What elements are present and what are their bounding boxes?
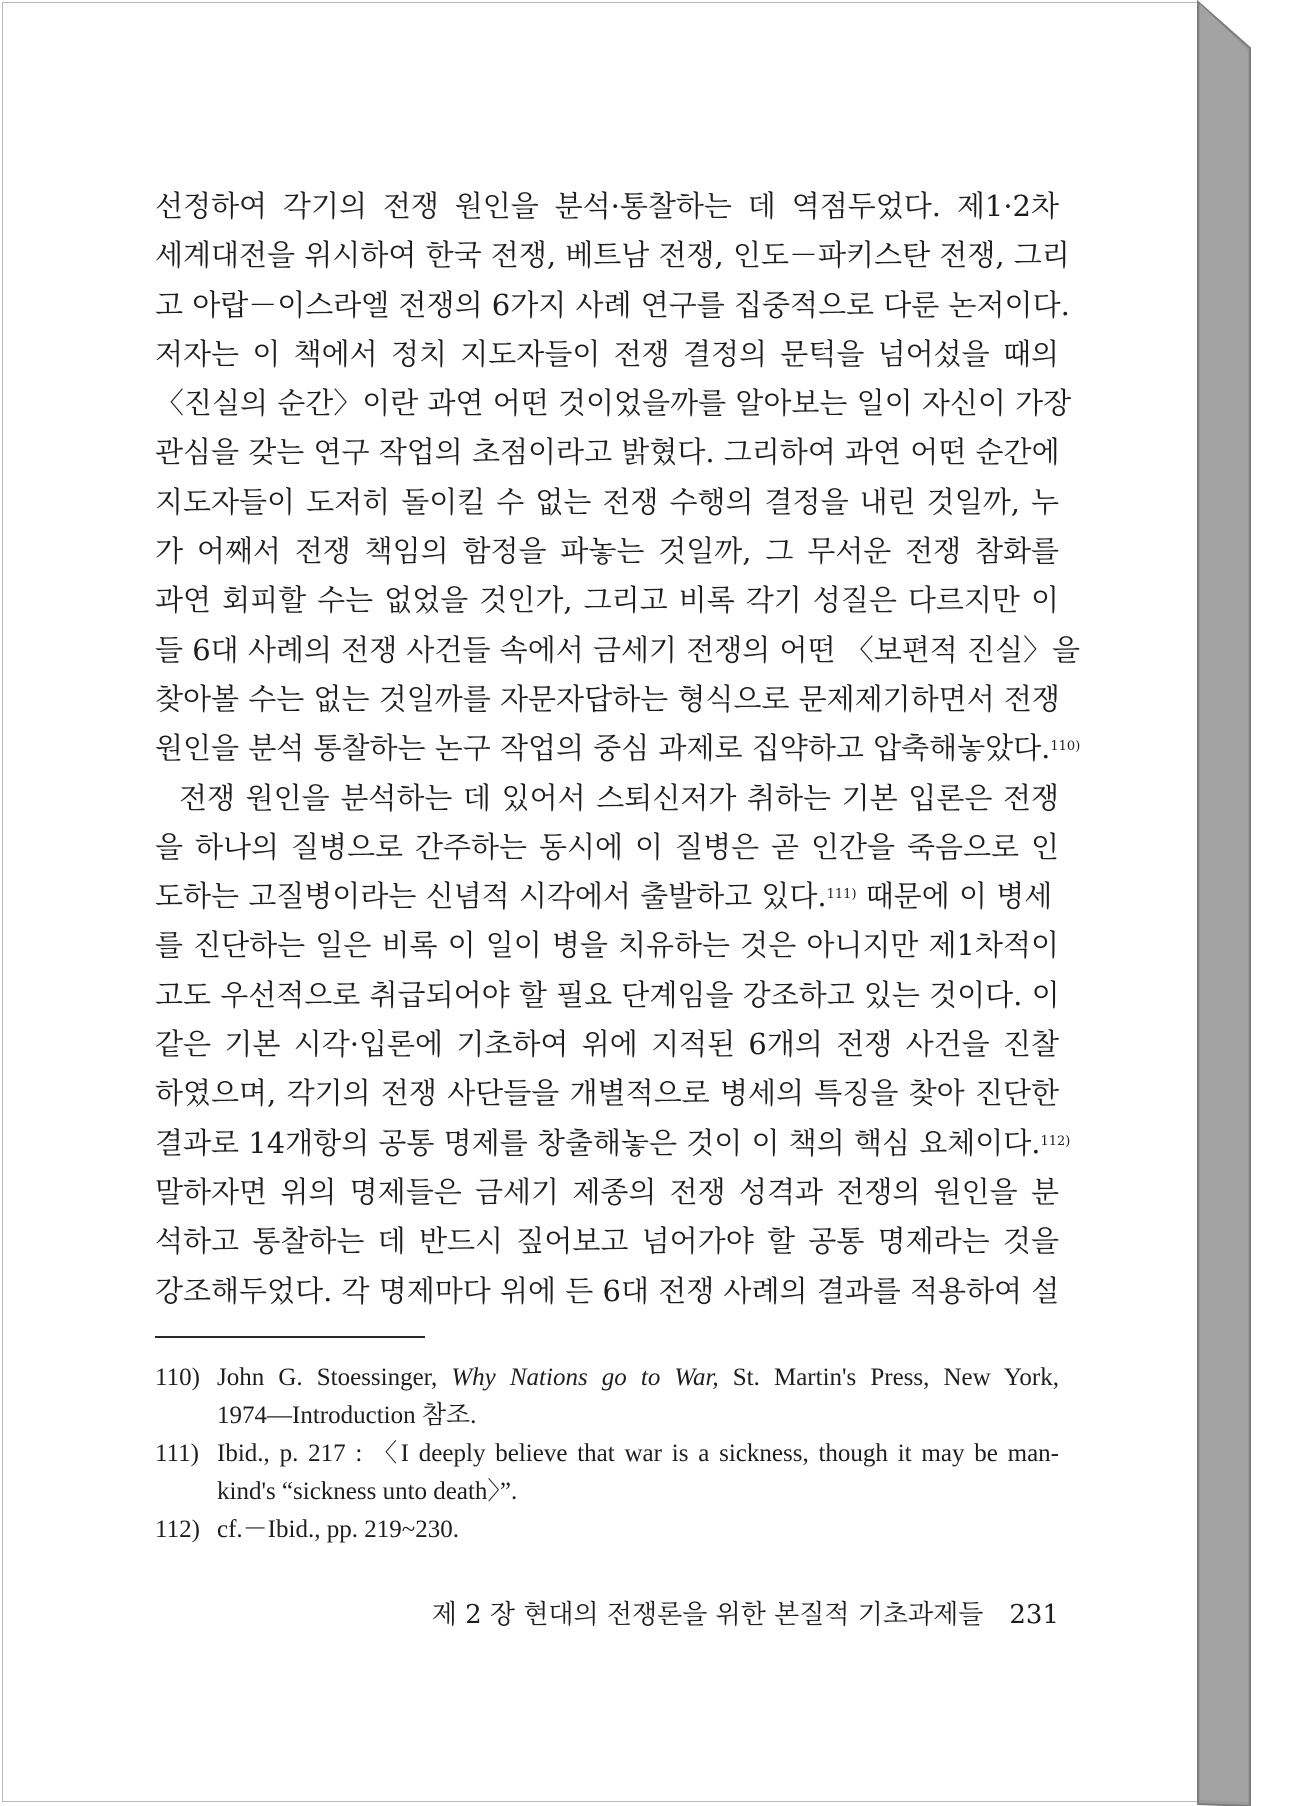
- text-line: 지도자들이 도저히 돌이킬 수 없는 전쟁 수행의 결정을 내린 것일까, 누: [155, 484, 1059, 519]
- text-line: 강조해두었다. 각 명제마다 위에 든 6대 전쟁 사례의 결과를 적용하여 설: [155, 1273, 1060, 1308]
- footnote-112: [155, 1511, 1059, 1549]
- text-line: 과연 회피할 수는 없었을 것인가, 그리고 비록 각기 성질은 다르지만 이: [155, 583, 1059, 618]
- footnote-ref: 111): [826, 887, 857, 903]
- text-line: 관심을 갖는 연구 작업의 초점이라고 밝혔다. 그리하여 과연 어떤 순간에: [155, 435, 1060, 470]
- text-line: 같은 기본 시각·입론에 기초하여 위에 지적된 6개의 전쟁 사건을 진찰: [155, 1027, 1059, 1062]
- book-page: [2, 2, 1198, 1802]
- text-line: 고 아랍－이스라엘 전쟁의 6가지 사례 연구를 집중적으로 다룬 논저이다.: [155, 287, 1070, 322]
- text-segment: 때문에 이 병세: [856, 879, 1053, 914]
- chapter-title: 제 2 장 현대의 전쟁론을 위한 본질적 기초과제들: [431, 1600, 984, 1630]
- footnote-number: 110): [155, 1364, 200, 1391]
- footnote-continuation: 1974—Introduction 참조.: [217, 1401, 477, 1429]
- text-line: 찾아볼 수는 없는 것일까를 자문자답하는 형식으로 문제제기하면서 전쟁: [155, 681, 1060, 716]
- text-line: 석하고 통찰하는 데 반드시 짚어보고 넘어가야 할 공통 명제라는 것을: [155, 1224, 1059, 1259]
- text-line: 가 어째서 전쟁 책임의 함정을 파놓는 것일까, 그 무서운 전쟁 참화를: [155, 534, 1059, 569]
- text-line: [155, 872, 1059, 921]
- text-line: 전쟁 원인을 분석하는 데 있어서 스퇴신저가 취하는 기본 입론은 전쟁: [179, 780, 1059, 815]
- text-line: 을 하나의 질병으로 간주하는 동시에 이 질병은 곧 인간을 죽음으로 인: [155, 829, 1059, 864]
- text-line: 고도 우선적으로 취급되어야 할 필요 단계임을 강조하고 있는 것이다. 이: [155, 977, 1060, 1012]
- footnote-text: [217, 1359, 1059, 1397]
- running-footer: [155, 1594, 1059, 1631]
- text-line: 들 6대 사례의 전쟁 사건들 속에서 금세기 전쟁의 어떤 〈보편적 진실〉을: [155, 632, 1081, 667]
- text-line: 말하자면 위의 명제들은 금세기 제종의 전쟁 성격과 전쟁의 원인을 분: [155, 1174, 1059, 1209]
- text-line: 를 진단하는 일은 비록 이 일이 병을 치유하는 것은 아니지만 제1차적이: [155, 928, 1059, 963]
- text-line: [155, 1119, 1071, 1168]
- footnote-111: [155, 1435, 1059, 1510]
- text-line: 하였으며, 각기의 전쟁 사단들을 개별적으로 병세의 특징을 찾아 진단한: [155, 1076, 1059, 1111]
- text-segment: 결과로 14개항의 공통 명제를 창출해놓은 것이 이 책의 핵심 요체이다.: [155, 1125, 1041, 1160]
- footnote-continuation: kind's “sickness unto death〉”.: [217, 1477, 518, 1505]
- footnote-number: 112): [155, 1516, 200, 1543]
- footnote-text: Ibid., p. 217 : 〈I deeply believe that war is a sickness, though it may be man-: [217, 1440, 1059, 1467]
- main-text: [155, 182, 1081, 1316]
- page-number: 231: [1009, 1600, 1059, 1630]
- footnotes: [155, 1359, 1059, 1549]
- text-segment: 원인을 분석 통찰하는 논구 작업의 중심 과제로 집약하고 압축해놓았다.: [155, 731, 1051, 766]
- text-line: [155, 724, 1081, 773]
- footnote-ref: 110): [1050, 739, 1081, 755]
- footnote-divider: [155, 1336, 425, 1338]
- footnote-segment: John G. Stoessinger,: [217, 1364, 452, 1391]
- footnote-text: cf.－Ibid., pp. 219~230.: [217, 1516, 459, 1543]
- footnote-ref: 112): [1040, 1133, 1071, 1149]
- footnote-number: 111): [155, 1440, 199, 1467]
- footnote-segment: St. Martin's Press, New York,: [718, 1364, 1059, 1391]
- text-line: 선정하여 각기의 전쟁 원인을 분석·통찰하는 데 역점두었다. 제1·2차: [155, 189, 1059, 223]
- book-title: Why Nations go to War,: [451, 1364, 719, 1391]
- text-line: 세계대전을 위시하여 한국 전쟁, 베트남 전쟁, 인도－파키스탄 전쟁, 그리: [155, 238, 1070, 273]
- footnote-110: [155, 1359, 1059, 1434]
- text-segment: 도하는 고질병이라는 신념적 시각에서 출발하고 있다.: [155, 879, 827, 914]
- text-line: 〈진실의 순간〉이란 과연 어떤 것이었을까를 알아보는 일이 자신이 가장: [155, 386, 1072, 421]
- text-line: 저자는 이 책에서 정치 지도자들이 전쟁 결정의 문턱을 넘어섰을 때의: [155, 336, 1059, 371]
